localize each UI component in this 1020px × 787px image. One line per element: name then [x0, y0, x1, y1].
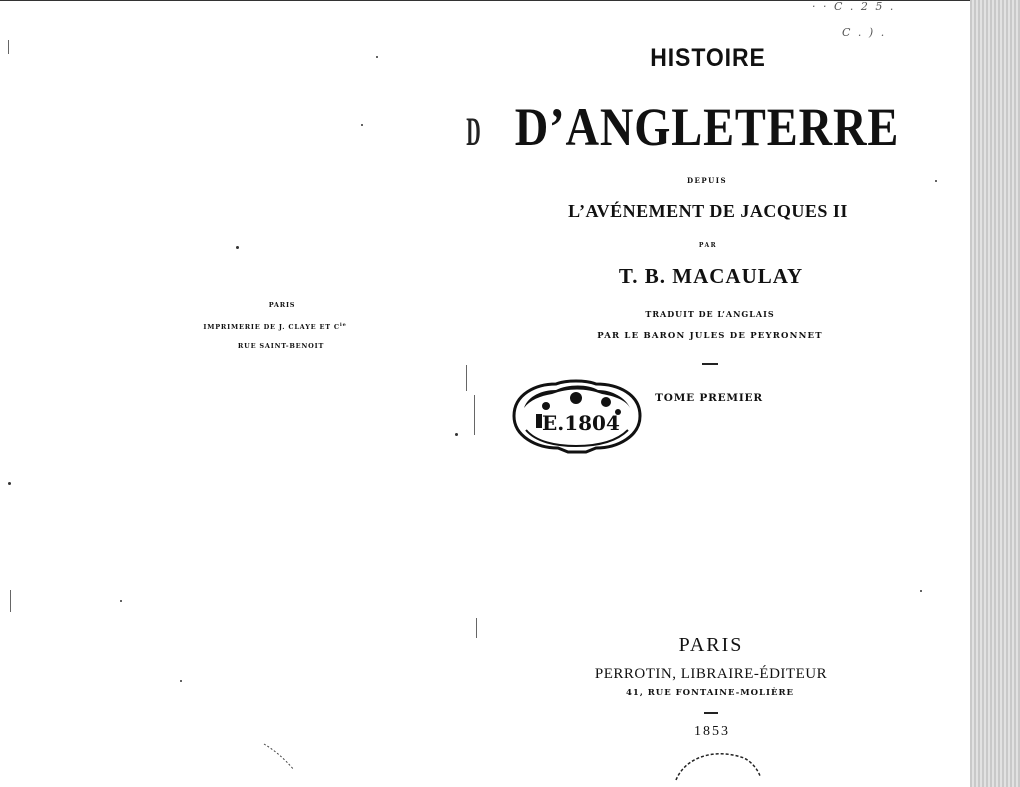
title-line-1: HISTOIRE — [650, 44, 766, 72]
publisher-address: 41, RUE FONTAINE-MOLIÈRE — [625, 688, 795, 698]
depuis-label: DEPUIS — [686, 176, 728, 185]
scan-gutter-mark — [476, 618, 477, 638]
scan-speck — [920, 590, 922, 592]
rule-divider — [702, 363, 718, 365]
imprint-city-title-page: PARIS — [678, 634, 744, 656]
bleed-through-letter: D — [466, 109, 481, 154]
rule-divider-2 — [704, 712, 718, 714]
scan-gutter-mark — [474, 395, 475, 435]
translator-name: PAR LE BARON JULES DE PEYRONNET — [597, 331, 823, 341]
imprint-printer — [203, 322, 346, 331]
manuscript-mark-1: · · C . 2 5 . — [812, 0, 896, 13]
title-line-2: D’ANGLETERRE — [514, 97, 900, 157]
translation-note: TRADUIT DE L’ANGLAIS — [645, 309, 775, 319]
imprint-printer-text: IMPRIMERIE DE J. CLAYE ET C — [203, 323, 340, 332]
author-name: T. B. MACAULAY — [618, 264, 804, 288]
imprint-city: PARIS — [268, 301, 296, 309]
par-label: PAR — [698, 242, 718, 249]
imprint-street: RUE SAINT-BENOIT — [237, 342, 325, 350]
scan-speck — [8, 482, 11, 485]
scan-stroke-mark — [262, 742, 296, 772]
scan-speck — [180, 680, 182, 682]
manuscript-mark-2: C . ) . — [842, 26, 887, 39]
volume-label: TOME PREMIER — [655, 392, 763, 404]
scan-speck — [376, 56, 378, 58]
scan-speck — [455, 433, 458, 436]
imprint-printer-superscript: ie — [339, 322, 347, 328]
scan-gutter-mark — [466, 365, 467, 391]
scan-speck — [935, 180, 937, 182]
scan-speck — [236, 246, 239, 249]
publication-year: 1853 — [694, 724, 730, 739]
scan-speck — [120, 600, 122, 602]
scan-edge-mark — [10, 590, 11, 612]
scan-edge-mark — [8, 40, 9, 54]
library-stamp — [506, 378, 646, 454]
bottom-ornament-arc — [672, 742, 762, 782]
publisher: PERROTIN, LIBRAIRE-ÉDITEUR — [594, 666, 828, 682]
page-edge-gutter — [970, 0, 1020, 787]
scan-speck — [361, 124, 363, 126]
subtitle: L’AVÉNEMENT DE JACQUES II — [568, 201, 848, 221]
stamp-number: E.1804 — [542, 411, 620, 435]
